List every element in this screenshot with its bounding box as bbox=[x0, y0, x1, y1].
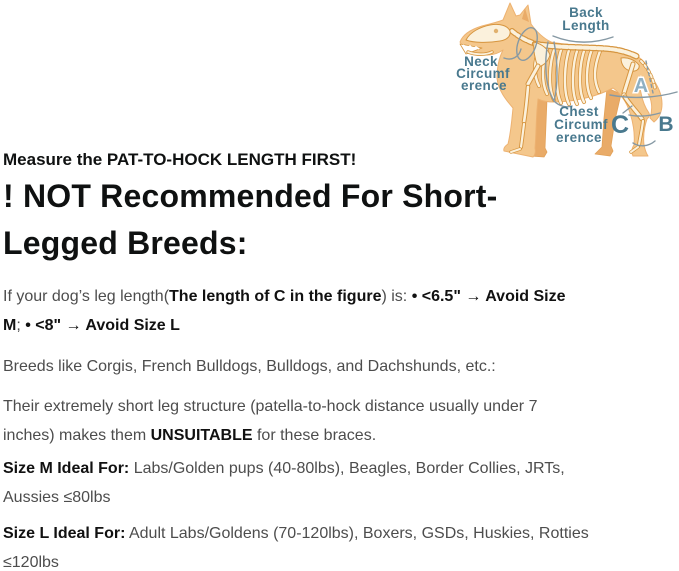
back-length-label: Back bbox=[569, 5, 603, 20]
point-b-marker: B bbox=[658, 113, 674, 136]
chest-circumference-label: Chest bbox=[559, 104, 599, 119]
regular-text: ≤120lbs bbox=[3, 554, 59, 571]
bold-text: Size M Ideal For: bbox=[3, 460, 130, 477]
chest-circumference-label-3: erence bbox=[556, 130, 602, 145]
regular-text: Breeds like Corgis, French Bulldogs, Bulldogs, and Dachshunds, etc.: bbox=[3, 358, 496, 375]
size-l-ideal bbox=[3, 519, 677, 571]
regular-text: Their extremely short leg structure (patella-to-hock distance usually under 7 bbox=[3, 398, 538, 415]
regular-text: inches) makes them bbox=[3, 427, 151, 444]
size-m-ideal bbox=[3, 454, 677, 512]
regular-text: Labs/Golden pups (40-80lbs), Beagles, Border Collies, JRTs, bbox=[129, 460, 565, 477]
measure-instruction bbox=[3, 150, 677, 169]
regular-text: Aussies ≤80lbs bbox=[3, 489, 111, 506]
bold-text: UNSUITABLE bbox=[150, 427, 253, 444]
bold-text: ! NOT Recommended For Short- bbox=[3, 178, 498, 214]
regular-text: Adult Labs/Goldens (70-120lbs), Boxers, GSDs, Huskies, Rotties bbox=[125, 525, 589, 542]
regular-text: for these braces. bbox=[252, 427, 377, 444]
chest-circumference-label-2: Circumf bbox=[554, 117, 608, 132]
point-c-marker: C bbox=[610, 111, 630, 139]
regular-text: ) is: bbox=[381, 288, 412, 305]
regular-text: If your dog’s leg length( bbox=[3, 288, 170, 305]
eye-socket bbox=[494, 29, 498, 33]
bold-text: Legged Breeds: bbox=[3, 225, 248, 261]
warning-heading bbox=[3, 173, 677, 267]
bold-text: • <8" → Avoid Size L bbox=[25, 317, 180, 334]
bold-text: • <6.5" → Avoid Size bbox=[411, 288, 566, 305]
bold-text: Measure the PAT-TO-HOCK LENGTH FIRST! bbox=[3, 150, 357, 169]
dog-measurement-diagram bbox=[440, 0, 679, 160]
bold-text: Size L Ideal For: bbox=[3, 525, 126, 542]
back-length-label-2: Length bbox=[562, 18, 610, 33]
bold-text: The length of C in the figure bbox=[169, 288, 382, 305]
regular-text: ; bbox=[16, 317, 26, 334]
neck-circumference-label: Neck bbox=[464, 54, 498, 69]
point-a-marker: A bbox=[633, 75, 649, 97]
unsuitable-note bbox=[3, 392, 677, 450]
bold-text: M bbox=[3, 317, 17, 334]
back-length-line bbox=[553, 36, 613, 42]
neck-circumference-label-2: Circumf bbox=[456, 66, 510, 81]
leg-length-rule bbox=[3, 282, 677, 340]
breeds-list bbox=[3, 352, 677, 381]
neck-circumference-label-3: erence bbox=[461, 78, 507, 93]
